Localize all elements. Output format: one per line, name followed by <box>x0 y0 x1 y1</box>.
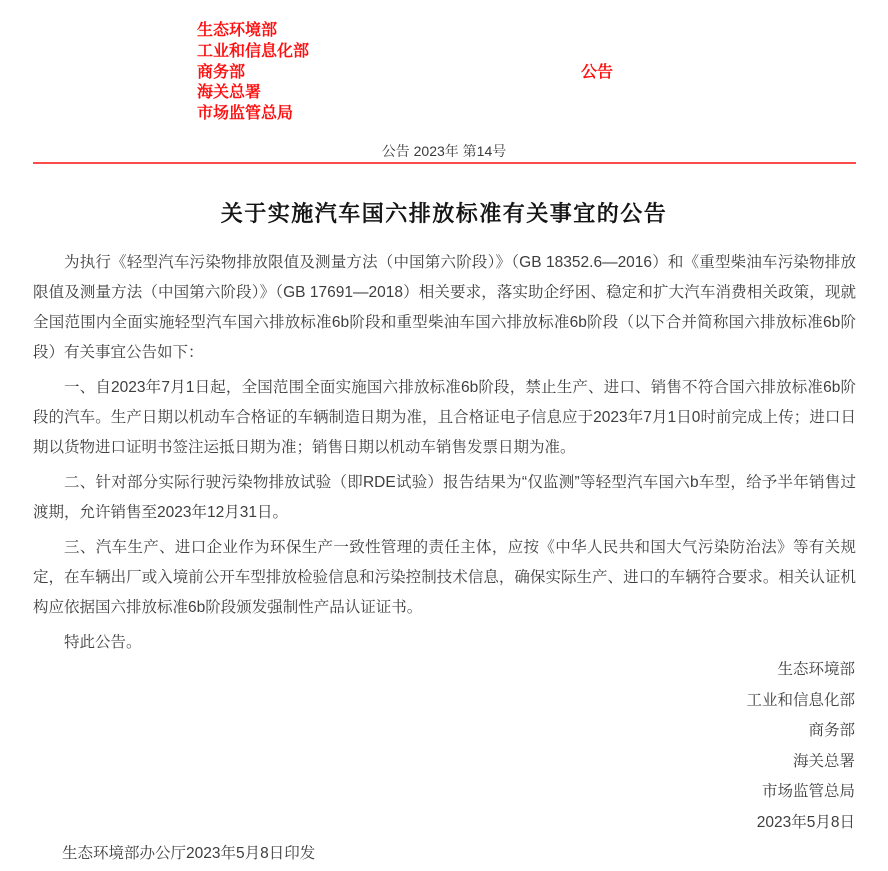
ministry-name: 生态环境部 <box>197 22 278 39</box>
notice-label: 公告 <box>581 64 614 81</box>
ministry-name: 海关总署 <box>197 84 262 102</box>
signer-name: 工业和信息化部 <box>746 691 855 709</box>
red-divider-rule <box>33 162 856 164</box>
ministry-name: 工业和信息化部 <box>197 42 310 60</box>
signer-name: 生态环境部 <box>777 661 855 678</box>
page-title: 关于实施汽车国六排放标准有关事宜的公告 <box>220 201 668 226</box>
doc-number: 公告 2023年 第14号 <box>381 143 507 159</box>
imprint-footer: 生态环境部办公厅2023年5月8日印发 <box>62 845 316 862</box>
paragraph-intro: 为执行《轻型汽车污染物排放限值及测量方法（中国第六阶段）》（GB 18352.6—2016）和《重型柴油车污染物排放限值及测量方法（中国第六阶段）》（GB 17691—2018）相关要求，落实助企纾困、稳定和扩大汽车消费相关政策，现就全国范围内全面实施轻型汽车国六排放标准6b阶段和重型柴油车国六排放标准6b阶段（以下合并简称国六排放标准6b阶段）有关事宜公告如下： <box>33 254 856 361</box>
paragraph-item-2: 二、针对部分实际行驶污染物排放试验（即RDE试验）报告结果为“仅监测”等轻型汽车国六b车型，给予半年销售过渡期，允许销售至2023年12月31日。 <box>33 474 856 521</box>
signer-name: 海关总署 <box>792 752 855 770</box>
issuing-ministries-block <box>197 21 309 125</box>
ministry-name: 市场监管总局 <box>197 105 294 123</box>
paragraph-item-1: 一、自2023年7月1日起，全国范围全面实施国六排放标准6b阶段，禁止生产、进口、销售不符合国六排放标准6b阶段的汽车。生产日期以机动车合格证的车辆制造日期为准，且合格证电子信息应于2023年7月1日0时前完成上传；进口日期以货物进口证明书签注运抵日期为准；销售日期以机动车销售发票日期为准。 <box>33 379 856 456</box>
paragraph-item-3: 三、汽车生产、进口企业作为环保生产一致性管理的责任主体，应按《中华人民共和国大气污染防治法》等有关规定，在车辆出厂或入境前公开车型排放检验信息和污染控制技术信息，确保实际生产、进口的车辆符合要求。相关认证机构应依据国六排放标准6b阶段颁发强制性产品认证证书。 <box>33 539 856 616</box>
signer-name: 商务部 <box>808 722 855 739</box>
paragraph-closing: 特此公告。 <box>64 634 142 651</box>
signer-name: 市场监管总局 <box>761 783 855 800</box>
ministry-name: 商务部 <box>197 63 246 81</box>
doc-body <box>33 248 856 663</box>
signature-block <box>746 655 855 838</box>
signature-date: 2023年5月8日 <box>756 813 855 831</box>
